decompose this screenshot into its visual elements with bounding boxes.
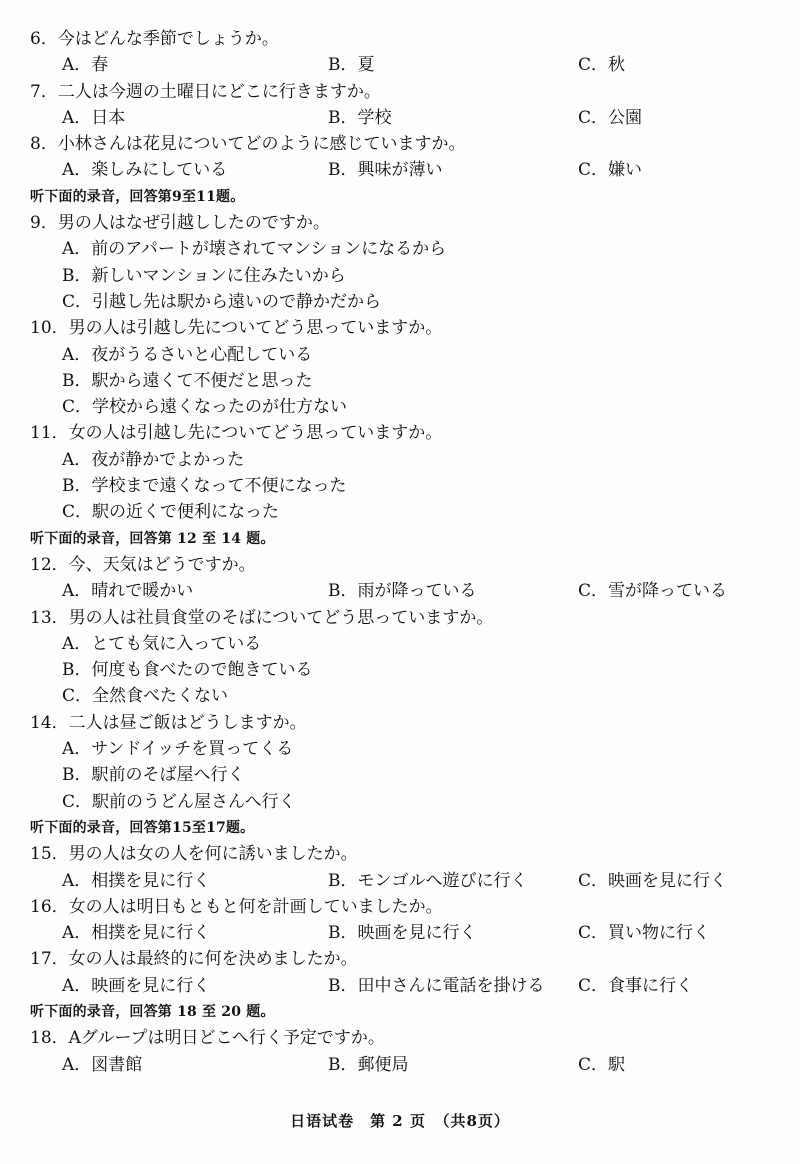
question-18-option-a: A．図書館 (62, 1054, 143, 1075)
question-8-option-c: C．嫌い (578, 160, 643, 181)
question-17: 17．女の人は最終的に何を決めましたか。 (30, 949, 358, 970)
question-9-option-c: C．引越し先は駅から遠いので静かだから (62, 291, 382, 312)
question-17-option-c: C．食事に行く (578, 975, 694, 996)
question-11: 11．女の人は引越し先についてどう思っていますか。 (30, 423, 443, 444)
question-16-option-b: B．映画を見に行く (328, 923, 477, 944)
question-10: 10．男の人は引越し先についてどう思っていますか。 (30, 318, 443, 339)
question-13-option-a: A．とても気に入っている (62, 633, 262, 654)
question-9-option-b: B．新しいマンションに住みたいから (62, 265, 346, 286)
question-15: 15．男の人は女の人を何に誘いましたか。 (30, 844, 358, 865)
question-13: 13．男の人は社員食堂のそばについてどう思っていますか。 (30, 607, 494, 628)
question-13-option-b: B．何度も食べたので飽きている (62, 660, 313, 681)
question-15-option-a: A．相撲を見に行く (62, 870, 211, 891)
question-10-option-a: A．夜がうるさいと心配している (62, 344, 313, 365)
question-11-option-c: C．駅の近くで便利になった (62, 502, 280, 523)
question-9-option-a: A．前のアパートが壊されてマンションになるから (62, 239, 447, 260)
question-9: 9．男の人はなぜ引越ししたのですか。 (30, 213, 330, 234)
question-6: 6．今はどんな季節でしょうか。 (30, 29, 279, 49)
question-14: 14．二人は昼ご飯はどうしますか。 (30, 712, 307, 733)
question-8-option-a: A．楽しみにしている (62, 160, 228, 181)
question-7-option-c: C．公園 (578, 107, 643, 128)
question-12-option-a: A．晴れで暖かい (62, 581, 194, 602)
question-18-options (30, 1052, 790, 1078)
question-15-option-c: C．映画を見に行く (578, 870, 728, 891)
question-17-option-a: A．映画を見に行く (62, 975, 211, 996)
question-8: 8．小林さんは花見についてどのように感じていますか。 (30, 134, 466, 155)
question-16: 16．女の人は明日もともと何を計画していましたか。 (30, 896, 443, 917)
question-14-option-a: A．サンドイッチを買ってくる (62, 739, 294, 760)
question-14-option-c: C．駅前のうどん屋さんへ行く (62, 791, 296, 812)
section-instruction-15-17: 听下面的录音，回答第15至17题。 (30, 819, 255, 836)
question-7-options (30, 105, 790, 131)
question-17-option-b: B．田中さんに電話を掛ける (328, 975, 545, 996)
question-12: 12．今、天気はどうですか。 (30, 554, 256, 575)
question-6-options (30, 52, 790, 78)
question-15-option-b: B．モンゴルへ遊びに行く (328, 870, 528, 891)
section-instruction-12-14: 听下面的录音，回答第 12 至 14 题。 (30, 530, 275, 547)
question-6-option-b: B．夏 (328, 55, 375, 76)
question-13-option-c: C．全然食べたくない (62, 686, 229, 707)
question-15-options (30, 868, 790, 894)
question-6-option-a: A．春 (62, 55, 109, 76)
question-18-option-b: B．郵便局 (328, 1054, 409, 1075)
question-17-options (30, 973, 790, 999)
question-6-option-c: C．秋 (578, 55, 626, 76)
question-12-options (30, 578, 790, 604)
question-7-option-a: A．日本 (62, 107, 126, 128)
question-7-option-b: B．学校 (328, 107, 392, 128)
question-16-option-c: C．買い物に行く (578, 923, 711, 944)
question-16-options (30, 920, 790, 946)
question-8-options (30, 157, 790, 183)
question-12-option-b: B．雨が降っている (328, 581, 477, 602)
page-footer: 日语试卷 第 2 页 （共8页） (290, 1112, 510, 1130)
question-10-option-c: C．学校から遠くなったのが仕方ない (62, 397, 348, 418)
question-11-option-b: B．学校まで遠くなって不便になった (62, 476, 347, 497)
question-16-option-a: A．相撲を見に行く (62, 923, 211, 944)
question-12-option-c: C．雪が降っている (578, 581, 728, 602)
question-18: 18．Aグループは明日どこへ行く予定ですか。 (30, 1028, 385, 1049)
question-14-option-b: B．駅前のそば屋へ行く (62, 765, 245, 786)
question-7: 7．二人は今週の土曜日にどこに行きますか。 (30, 81, 381, 102)
section-instruction-18-20: 听下面的录音，回答第 18 至 20 题。 (30, 1003, 275, 1020)
question-18-option-c: C．駅 (578, 1054, 626, 1075)
question-11-option-a: A．夜が静かでよかった (62, 449, 245, 470)
section-instruction-9-11: 听下面的录音，回答第9至11题。 (30, 188, 245, 205)
question-8-option-b: B．興味が薄い (328, 160, 443, 181)
question-10-option-b: B．駅から遠くて不便だと思った (62, 370, 313, 391)
exam-content (30, 26, 790, 1078)
